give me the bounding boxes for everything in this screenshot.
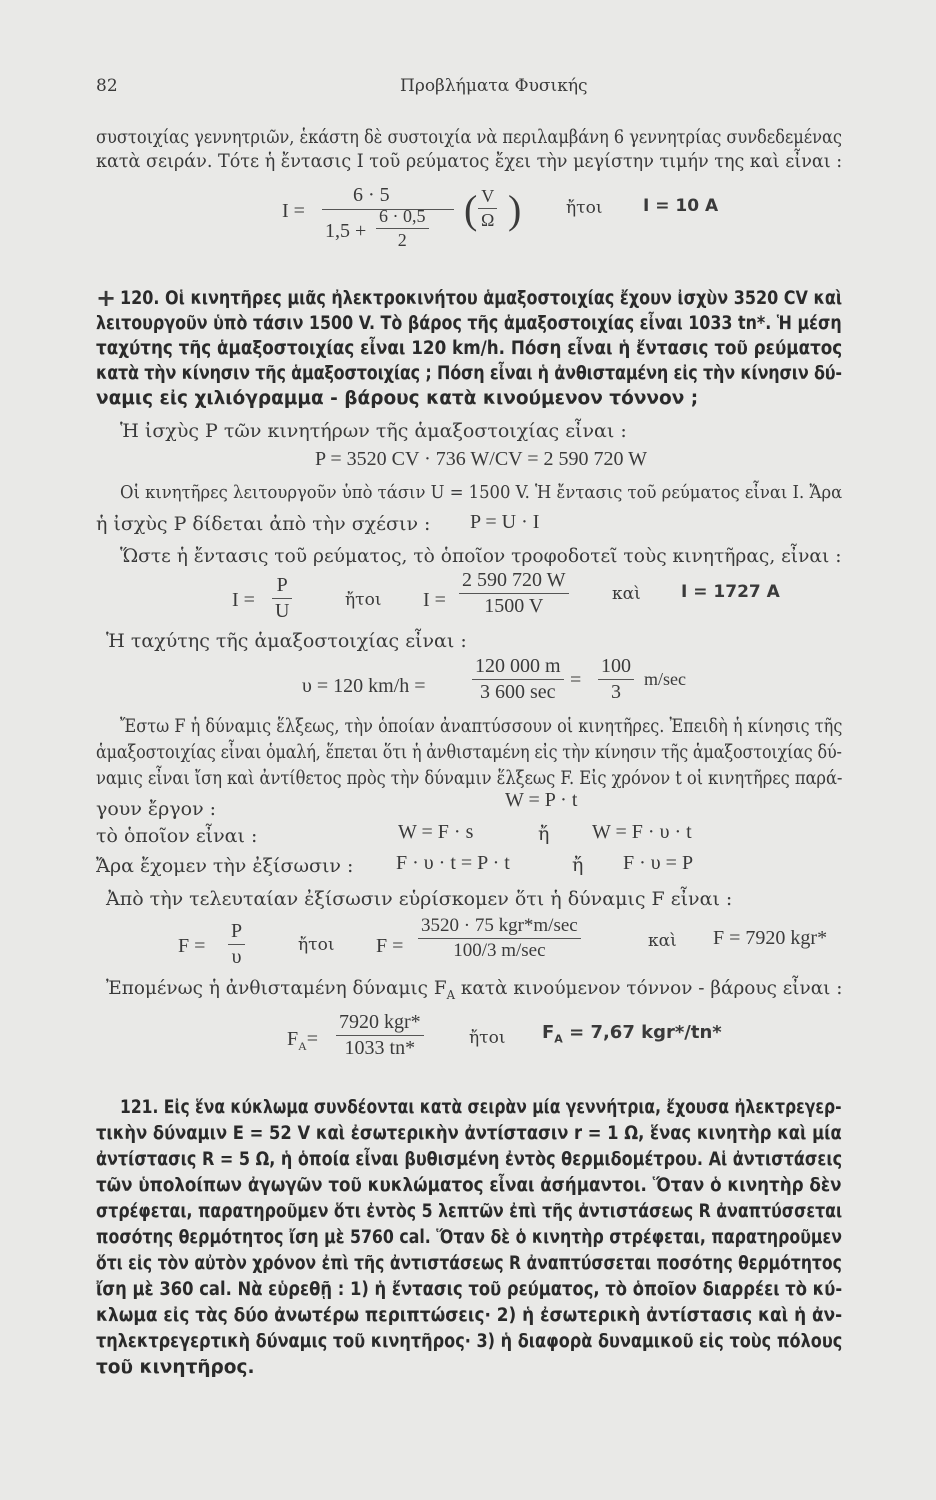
- equation-power-relation: P = U · I: [470, 511, 540, 533]
- problem-121-line-1: 121. Εἰς ἕνα κύκλωμα συνδέονται κατὰ σειρὰν μία γεννήτρια, ἔχουσα ἠλεκτρεγερ-: [120, 1097, 842, 1118]
- equation-work-2a: W = F · s: [398, 821, 474, 843]
- eqI-lhs: I =: [232, 589, 255, 611]
- equation-power: P = 3520 CV · 736 W/CV = 2 590 720 W: [315, 448, 648, 470]
- problem-120-line-2: λειτουργοῦν ὑπὸ τάσιν 1500 V. Τὸ βάρος τῆς ἁμαξοστοιχίας εἶναι 1033 tn*. Ἡ μέση: [96, 313, 842, 334]
- eqF-fraction: [228, 920, 245, 969]
- eqFA-htoi: ἤτοι: [469, 1028, 506, 1048]
- eqFA-result-sub: A: [554, 1032, 563, 1046]
- equation-work-2-or: ἤ: [538, 823, 550, 845]
- eq1-unit-denominator: Ω: [481, 210, 495, 230]
- problem-121-line-8: ἴση μὲ 360 cal. Νὰ εὑρεθῇ : 1) ἡ ἔντασις τοῦ ρεύματος, τὸ ὁποῖον διαρρέει τὸ κύ-: [96, 1279, 843, 1300]
- problem-121-line-5: στρέφεται, παρατηροῦμεν ὅτι ἐντὸς 5 λεπτῶν ἐπὶ τῆς ἀντιστάσεως R ἀναπτύσσεται: [96, 1201, 843, 1222]
- eq1-htoi: ἤτοι: [566, 198, 603, 218]
- intro-line-1: συστοιχίας γεννητριῶν, ἑκάστη δὲ συστοιχία νὰ περιλαμβάνη 6 γεννητρίας συνδεδεμένας: [96, 126, 842, 148]
- solution-line-11-text: Ἐπομένως ἡ ἀνθισταμένη δύναμις F: [106, 977, 447, 999]
- problem-121-line-11: τοῦ κινητῆρος.: [96, 1357, 255, 1378]
- eqv-denominator-2: 3: [611, 681, 621, 703]
- solution-line-5: Ἡ ταχύτης τῆς ἁμαξοστοιχίας εἶναι :: [106, 630, 467, 652]
- eqI-numerator-values: 2 590 720 W: [459, 569, 569, 594]
- eq1-paren-close: ): [508, 187, 522, 232]
- eqv-lhs: υ = 120 km/h =: [302, 675, 426, 697]
- solution-line-11: [106, 977, 842, 1002]
- problem-121-line-10: τηλεκτρεγερτικὴ δύναμις τοῦ κινητῆρος· 3) ἡ διαφορὰ δυναμικοῦ εἰς τοὺς πόλους: [96, 1331, 843, 1352]
- eq1-inner-denominator: 2: [397, 230, 407, 250]
- eq1-numerator: 6 · 5: [353, 184, 390, 206]
- solution-line-6b: ἁμαξοστοιχίας εἶναι ὁμαλή, ἕπεται ὅτι ἡ ἀνθισταμένη εἰς τὴν κίνησιν τῆς ἁμαξοστοιχίας δύ-: [96, 741, 842, 763]
- eqI-denominator-values: 1500 V: [484, 595, 544, 617]
- intro-line-2: κατὰ σειράν. Τότε ἡ ἔντασις I τοῦ ρεύματος ἔχει τὴν μεγίστην τιμήν της καὶ εἶναι :: [96, 150, 843, 172]
- eqv-numerator-1: 120 000 m: [472, 655, 564, 680]
- solution-line-1: Ἡ ἰσχὺς P τῶν κινητήρων τῆς ἁμαξοστοιχίας εἶναι :: [120, 420, 627, 442]
- solution-line-2: Οἱ κινητῆρες λειτουργοῦν ὑπὸ τάσιν U = 1500 V. Ἡ ἔντασις τοῦ ρεύματος εἶναι I. Ἄρα: [120, 482, 843, 503]
- eqF-denominator-values: 100/3 m/sec: [453, 940, 546, 961]
- eqFA-denominator: 1033 tn*: [344, 1037, 416, 1059]
- eq1-denominator-lead: 1,5 +: [325, 220, 367, 242]
- equation-work-2b: W = F · υ · t: [592, 821, 692, 843]
- problem-120-line-3: ταχύτης τῆς ἁμαξοστοιχίας εἶναι 120 km/h. Πόση εἶναι ἡ ἔντασις τοῦ ρεύματος: [96, 338, 843, 359]
- problem-121-line-9: κλωμα εἰς τὰς δύο ἀνωτέρω περιπτώσεις· 2) ἡ ἐσωτερικὴ ἀντίστασις καὶ ἡ ἀν-: [96, 1305, 843, 1326]
- eqFA-lhs: [287, 1028, 318, 1054]
- eqFA-lhs-sub: A: [298, 1039, 307, 1053]
- eqFA-lhs-symbol: F: [287, 1028, 299, 1050]
- eqFA-equals: =: [306, 1028, 319, 1050]
- eqF-denominator: υ: [231, 946, 242, 968]
- problem-120-line-1: 120. Οἱ κινητῆρες μιᾶς ἠλεκτροκινήτου ἁμαξοστοιχίας ἔχουν ἰσχὺν 3520 CV καὶ: [120, 288, 843, 309]
- eqF-htoi: ἤτοι: [298, 935, 335, 955]
- eqv-unit: m/sec: [644, 669, 686, 689]
- problem-121-line-6: ποσότης θερμότητος ἴση μὲ 5760 cal. Ὅταν δὲ ὁ κινητὴρ στρέφεται, παρατηροῦμεν: [96, 1227, 843, 1248]
- problem-120-line-4: κατὰ τὴν κίνησιν τῆς ἁμαξοστοιχίας ; Πόση εἶναι ἡ ἀνθισταμένη εἰς τὴν κίνησιν δύ-: [96, 363, 842, 384]
- eqFA-result-symbol: F: [542, 1022, 555, 1043]
- eqFA-fraction: [336, 1011, 424, 1060]
- eq1-unit-numerator: V: [478, 186, 497, 209]
- solution-line-9: Ἄρα ἔχομεν τὴν ἐξίσωσιν :: [96, 855, 354, 877]
- problem-120-line-5: ναμις εἰς χιλιόγραμμα - βάρους κατὰ κινούμενον τόννον ;: [96, 388, 699, 409]
- eq1-unit-fraction: [478, 186, 497, 231]
- solution-line-4: Ὥστε ἡ ἔντασις τοῦ ρεύματος, τὸ ὁποῖον τροφοδοτεῖ τοὺς κινητῆρας, εἶναι :: [120, 545, 842, 567]
- running-title: Προβλήματα Φυσικής: [400, 76, 588, 96]
- eq1-inner-fraction: [376, 206, 429, 251]
- eqF-fraction-values: [418, 915, 581, 962]
- eqI-lhs2: I =: [423, 589, 446, 611]
- solution-line-10: Ἀπὸ τὴν τελευταίαν ἐξίσωσιν εὑρίσκομεν ὅτι ἡ δύναμις F εἶναι :: [106, 888, 733, 910]
- eq1-inner-numerator: 6 · 0,5: [376, 206, 429, 229]
- solution-line-6a: Ἔστω F ἡ δύναμις ἕλξεως, τὴν ὁποίαν ἀναπτύσσουν οἱ κινητῆρες. Ἐπειδὴ ἡ κίνησις τῆς: [120, 715, 843, 737]
- eqF-lhs: F =: [178, 935, 206, 957]
- eqF-result: F = 7920 kgr*: [713, 927, 828, 949]
- solution-line-8: τὸ ὁποῖον εἶναι :: [96, 825, 258, 847]
- equation-balance-or: ἤ: [572, 854, 584, 876]
- equation-balance-b: F · υ = P: [623, 852, 694, 874]
- eqF-lhs2: F =: [376, 935, 404, 957]
- eqI-result: I = 1727 A: [681, 582, 780, 602]
- eqv-fraction-1: [472, 655, 564, 704]
- problem-121-line-7: ὅτι εἰς τὸν αὐτὸν χρόνον ἐπὶ τῆς ἀντιστάσεως R ἀναπτύσσεται ποσότης θερμότητος: [96, 1253, 842, 1274]
- solution-line-11-rest: κατὰ κινούμενον τόννον - βάρους εἶναι :: [460, 977, 843, 999]
- problem-121-line-4: τῶν ὑπολοίπων ἀγωγῶν τοῦ κυκλώματος εἶναι ἀσήμαντοι. Ὅταν ὁ κινητὴρ δὲν: [96, 1175, 842, 1196]
- eqF-numerator-values: 3520 · 75 kgr*m/sec: [418, 915, 581, 939]
- equation-work-1: W = P · t: [505, 789, 578, 811]
- eqF-kai: καὶ: [648, 931, 677, 951]
- eqv-denominator-1: 3 600 sec: [480, 681, 556, 703]
- page-number: 82: [96, 76, 118, 96]
- eqFA-result-value: = 7,67 kgr*/tn*: [569, 1022, 722, 1043]
- eqI-fraction-values: [459, 569, 569, 618]
- eqI-denominator: U: [275, 600, 290, 622]
- eq1-paren-open: (: [464, 187, 478, 232]
- eqI-fraction: [272, 574, 292, 623]
- solution-line-7: γουν ἔργον :: [96, 798, 217, 820]
- solution-line-3: ἡ ἰσχὺς P δίδεται ἀπὸ τὴν σχέσιν :: [96, 513, 431, 535]
- eq1-result: I = 10 A: [643, 196, 719, 216]
- eq1-lhs: I =: [282, 200, 305, 222]
- eqv-fraction-2: [598, 655, 634, 704]
- eqI-htoi: ἤτοι: [345, 590, 382, 610]
- solution-line-11-sub: A: [446, 987, 456, 1002]
- equation-balance-a: F · υ · t = P · t: [396, 852, 510, 874]
- eqF-numerator: P: [228, 920, 245, 945]
- eqv-numerator-2: 100: [598, 655, 634, 680]
- eqFA-result: [542, 1022, 722, 1046]
- solution-line-6c: ναμις εἶναι ἴση καὶ ἀντίθετος πρὸς τὴν δύναμιν ἕλξεως F. Εἰς χρόνον t οἱ κινητῆρες παρά-: [96, 767, 843, 789]
- eqI-numerator: P: [272, 574, 292, 599]
- eqv-equals: =: [570, 669, 582, 691]
- eqFA-numerator: 7920 kgr*: [336, 1011, 424, 1036]
- eqI-kai: καὶ: [612, 584, 641, 604]
- problem-marker-plus: +: [96, 284, 117, 312]
- problem-121-line-3: ἀντίστασις R = 5 Ω, ἡ ὁποία εἶναι βυθισμένη ἐντὸς θερμιδομέτρου. Αἱ ἀντιστάσεις: [96, 1149, 843, 1170]
- problem-121-line-2: τικὴν δύναμιν E = 52 V καὶ ἐσωτερικὴν ἀντίστασιν r = 1 Ω, ἕνας κινητὴρ καὶ μία: [96, 1123, 842, 1144]
